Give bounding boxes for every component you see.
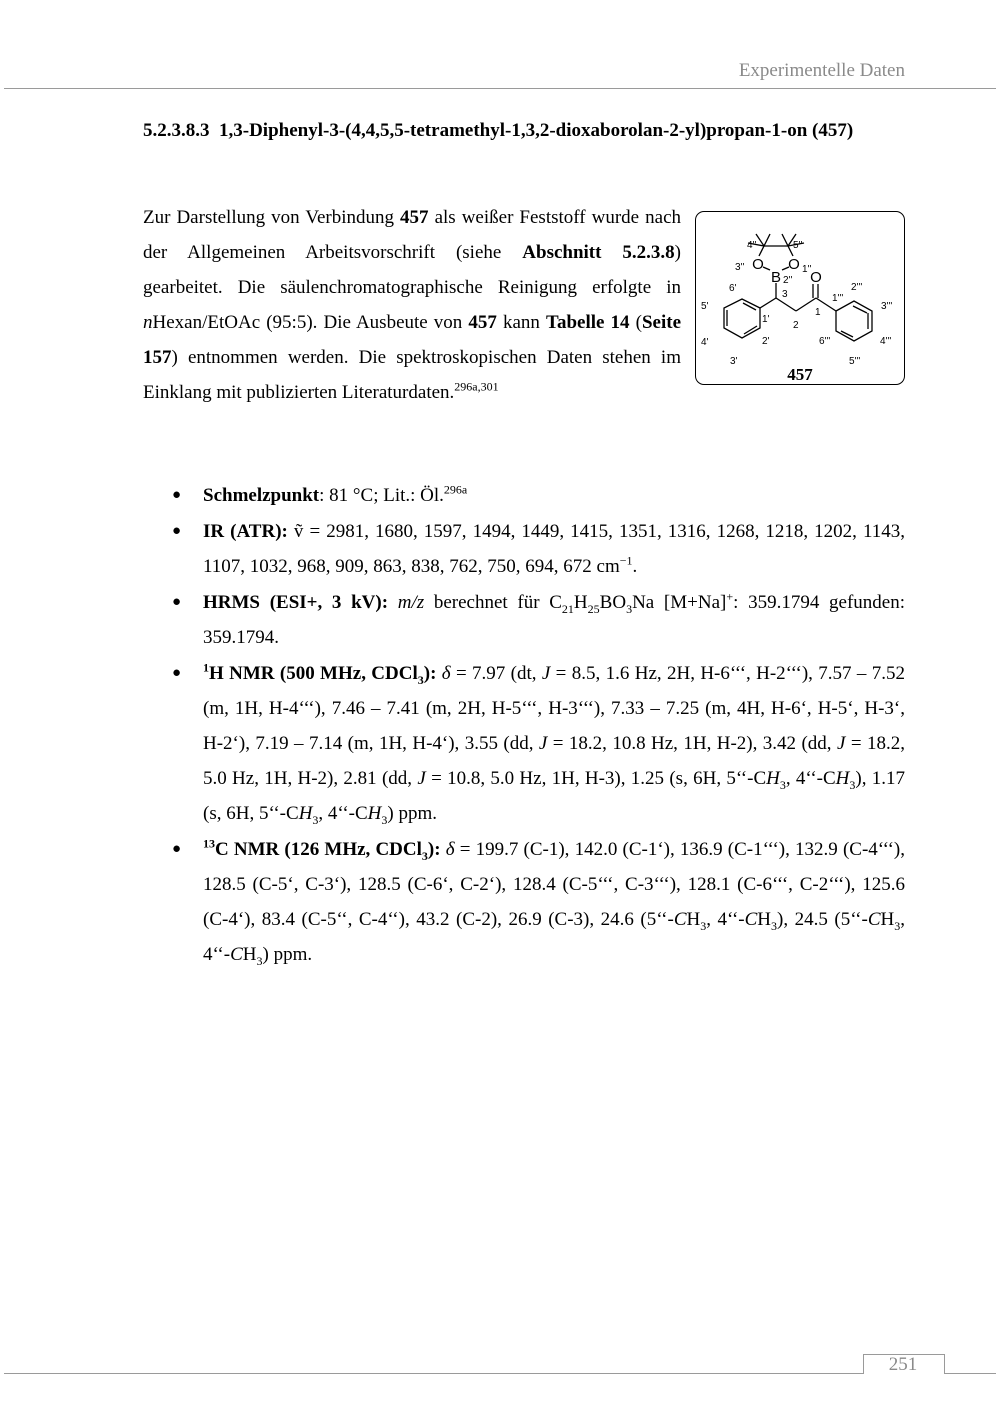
list-item-hnmr — [160, 656, 905, 831]
hnmr-sub: 3 — [381, 812, 388, 827]
list-item-ir — [160, 514, 905, 584]
hrms-text: berechnet für C — [424, 592, 562, 613]
hnmr-label-text: ): — [423, 663, 437, 684]
cnmr-italic: C — [744, 909, 758, 930]
hrms-label: HRMS (ESI+, 3 kV): — [203, 592, 389, 613]
hnmr-text: ), 1.17 (s, 6H, 5‘‘-C — [203, 768, 906, 824]
label-3pp: 3'' — [735, 262, 745, 273]
bullet-icon: ● — [172, 665, 182, 681]
section-heading — [143, 120, 853, 142]
cnmr-sub: 3 — [771, 918, 778, 933]
intro-text: kann — [496, 312, 547, 333]
bullet-icon: ● — [172, 841, 182, 857]
running-header: Experimentelle Daten — [738, 60, 905, 81]
compound-label: 457 — [787, 365, 813, 384]
label-2p: 2' — [762, 336, 770, 347]
intro-text: Hexan/EtOAc (95:5). Die Ausbeute von — [152, 312, 469, 333]
coupling-j: J — [541, 663, 551, 684]
label-5p: 5' — [701, 301, 709, 312]
atom-o1: O — [788, 256, 800, 273]
structure-diagram — [696, 212, 904, 384]
cnmr-label-text: C NMR (126 MHz, CDCl — [215, 839, 422, 860]
hnmr-sub: 3 — [849, 777, 856, 792]
bullet-icon: ● — [172, 594, 182, 610]
citation: 296a,301 — [454, 379, 499, 394]
hnmr-italic: H — [766, 768, 780, 789]
cnmr-text: H — [686, 909, 701, 930]
label-4ppp: 4''' — [880, 336, 892, 347]
coupling-j: J — [417, 768, 426, 789]
label-3p: 3' — [730, 356, 738, 367]
bullet-icon: ● — [172, 523, 182, 539]
hrms-sub: 21 — [561, 601, 574, 616]
cnmr-italic: C — [867, 909, 881, 930]
hrms-text: H — [573, 592, 588, 613]
hrms-text: Na [M+Na] — [632, 592, 727, 613]
cnmr-sub: 3 — [700, 918, 707, 933]
characterization-list — [160, 478, 905, 973]
cnmr-label-text: ): — [427, 839, 441, 860]
intro-text: ) gearbeitet. Die säulenchromatographische Reinigung erfolgte in — [143, 242, 681, 298]
hnmr-italic: H — [367, 803, 382, 824]
ir-values: ṽ = 2981, 1680, 1597, 1494, 1449, 1415, 1351, 1316, 1268, 1218, 1202, 1143, 1107, 1032, 968, 909, 863, 838, 762, 750, 694, 672 cm — [203, 521, 905, 577]
intro-text: als weißer Feststoff wurde nach der Allgemeinen Arbeitsvorschrift (siehe — [143, 207, 681, 263]
cnmr-isotope: 13 — [203, 836, 215, 851]
hnmr-label-text: H NMR (500 MHz, CDCl — [209, 663, 418, 684]
label-4pp: 4'' — [747, 240, 757, 251]
hnmr-isotope: 1 — [203, 660, 209, 675]
label-5pp: 5'' — [793, 240, 803, 251]
label-1: 1 — [815, 307, 821, 318]
table-ref: Tabelle 14 — [546, 312, 630, 333]
cnmr-text: H — [880, 909, 895, 930]
intro-text: ( — [629, 312, 642, 333]
cnmr-text: H — [242, 944, 257, 965]
hnmr-text: = 18.2, 5.0 Hz, 1H, H-2), 2.81 (dd, — [203, 733, 905, 789]
label-4p: 4' — [701, 337, 709, 348]
hnmr-text: = 18.2, 10.8 Hz, 1H, H-2), 3.42 (dd, — [547, 733, 837, 754]
cnmr-sub: 3 — [421, 848, 428, 863]
intro-text: Zur Darstellung von Verbindung — [143, 207, 401, 228]
footer-rule — [4, 1373, 996, 1374]
hnmr-text: = 7.97 (dt, — [450, 663, 542, 684]
coupling-j: J — [538, 733, 548, 754]
hnmr-text: , 4‘‘-C — [785, 768, 836, 789]
label-2ppp: 2''' — [851, 282, 863, 293]
label-2pp: 2'' — [783, 275, 793, 286]
compound-ref: 457 — [468, 312, 497, 333]
cnmr-italic: C — [673, 909, 687, 930]
hnmr-sub: 3 — [417, 672, 424, 687]
hnmr-sub: 3 — [779, 777, 786, 792]
section-ref: Abschnitt 5.2.3.8 — [522, 242, 675, 263]
label-5ppp: 5''' — [849, 356, 861, 367]
section-title: 1,3-Diphenyl-3-(4,4,5,5-tetramethyl-1,3,2-dioxaborolan-2-yl)propan-1-on (457) — [219, 120, 854, 141]
hrms-text: : 359.1794 gefunden: 359.1794. — [203, 592, 905, 648]
cnmr-label — [203, 836, 441, 863]
intro-italic: n — [143, 312, 153, 333]
structure-figure — [695, 211, 905, 385]
delta-symbol: δ — [441, 663, 451, 684]
list-item-cnmr — [160, 832, 905, 972]
label-6p: 6' — [729, 283, 737, 294]
hnmr-text: , 4‘‘-C — [318, 803, 368, 824]
hnmr-label — [203, 660, 437, 687]
atom-o3: O — [752, 256, 764, 273]
atom-carbonyl-o: O — [810, 269, 822, 286]
ir-end: . — [632, 556, 638, 577]
cnmr-sub: 3 — [894, 918, 901, 933]
label-6ppp: 6''' — [819, 336, 831, 347]
mp-label: Schmelzpunkt — [203, 485, 320, 506]
intro-paragraph — [143, 200, 681, 410]
cnmr-text: H — [757, 909, 772, 930]
cnmr-text: , 4‘‘- — [203, 909, 905, 965]
bullet-icon: ● — [172, 487, 182, 503]
label-1ppp: 1''' — [832, 293, 844, 304]
hrms-text: BO — [599, 592, 627, 613]
header-rule — [4, 88, 996, 89]
label-3: 3 — [782, 289, 788, 300]
cnmr-sub: 3 — [256, 953, 263, 968]
hrms-sup: + — [726, 589, 734, 604]
page-number: 251 — [888, 1354, 918, 1375]
hrms-sub: 3 — [626, 601, 633, 616]
list-item-hrms — [160, 585, 905, 655]
section-number: 5.2.3.8.3 — [143, 120, 210, 141]
cnmr-text: ) ppm. — [262, 944, 313, 965]
compound-ref: 457 — [400, 207, 429, 228]
label-2: 2 — [793, 320, 799, 331]
cnmr-text: ), 24.5 (5‘‘- — [777, 909, 868, 930]
label-3ppp: 3''' — [881, 301, 893, 312]
label-1pp: 1'' — [802, 264, 812, 275]
hnmr-text: = 8.5, 1.6 Hz, 2H, H-6‘‘‘, H-2‘‘‘), 7.57 – 7.52 (m, 1H, H-4‘‘‘), 7.46 – 7.41 (m, 2H, H-5‘‘‘, H-3‘‘‘), 7.33 – 7.25 (m, 4H, H-6‘, H-5‘, H-3‘, H-2‘), 7.19 – 7.14 (m, 1H, H-4‘), 3.55 (dd, — [203, 663, 906, 754]
hnmr-italic: H — [298, 803, 313, 824]
atom-b: B — [770, 269, 782, 286]
page-ref: Seite 157 — [143, 312, 682, 368]
ir-unit-exp: −1 — [619, 553, 633, 568]
cnmr-text: = 199.7 (C-1), 142.0 (C-1‘), 136.9 (C-1‘‘‘), 132.9 (C-4‘‘‘), 128.5 (C-5‘, C-3‘), 128.5 (C-6‘, C-2‘), 128.4 (C-5‘‘‘, C-3‘‘‘), 128.1 (C-6‘‘‘, C-2‘‘‘), 125.6 (C-4‘), 83.4 (C-5‘‘, C-4‘‘), 43.2 (C-2), 26.9 (C-3), 24.6 (5‘‘- — [203, 839, 906, 930]
cnmr-text: , 4‘‘- — [706, 909, 745, 930]
delta-symbol: δ — [445, 839, 455, 860]
mp-value: : 81 °C; Lit.: Öl. — [319, 485, 444, 506]
cnmr-italic: C — [230, 944, 243, 965]
hnmr-text: = 10.8, 5.0 Hz, 1H, H-3), 1.25 (s, 6H, 5‘‘-C — [425, 768, 767, 789]
citation: 296a — [443, 482, 468, 497]
hnmr-italic: H — [835, 768, 850, 789]
hnmr-sub: 3 — [312, 812, 319, 827]
hnmr-text: ) ppm. — [387, 803, 438, 824]
label-1p: 1' — [762, 314, 770, 325]
hrms-mz: m/z — [397, 592, 425, 613]
coupling-j: J — [836, 733, 846, 754]
hrms-sub: 25 — [587, 601, 600, 616]
intro-text: ) entnommen werden. Die spektroskopischen Daten stehen im Einklang mit publizierten Literaturdaten. — [143, 347, 681, 403]
list-item-mp — [160, 478, 905, 513]
ir-label: IR (ATR): — [203, 521, 288, 542]
